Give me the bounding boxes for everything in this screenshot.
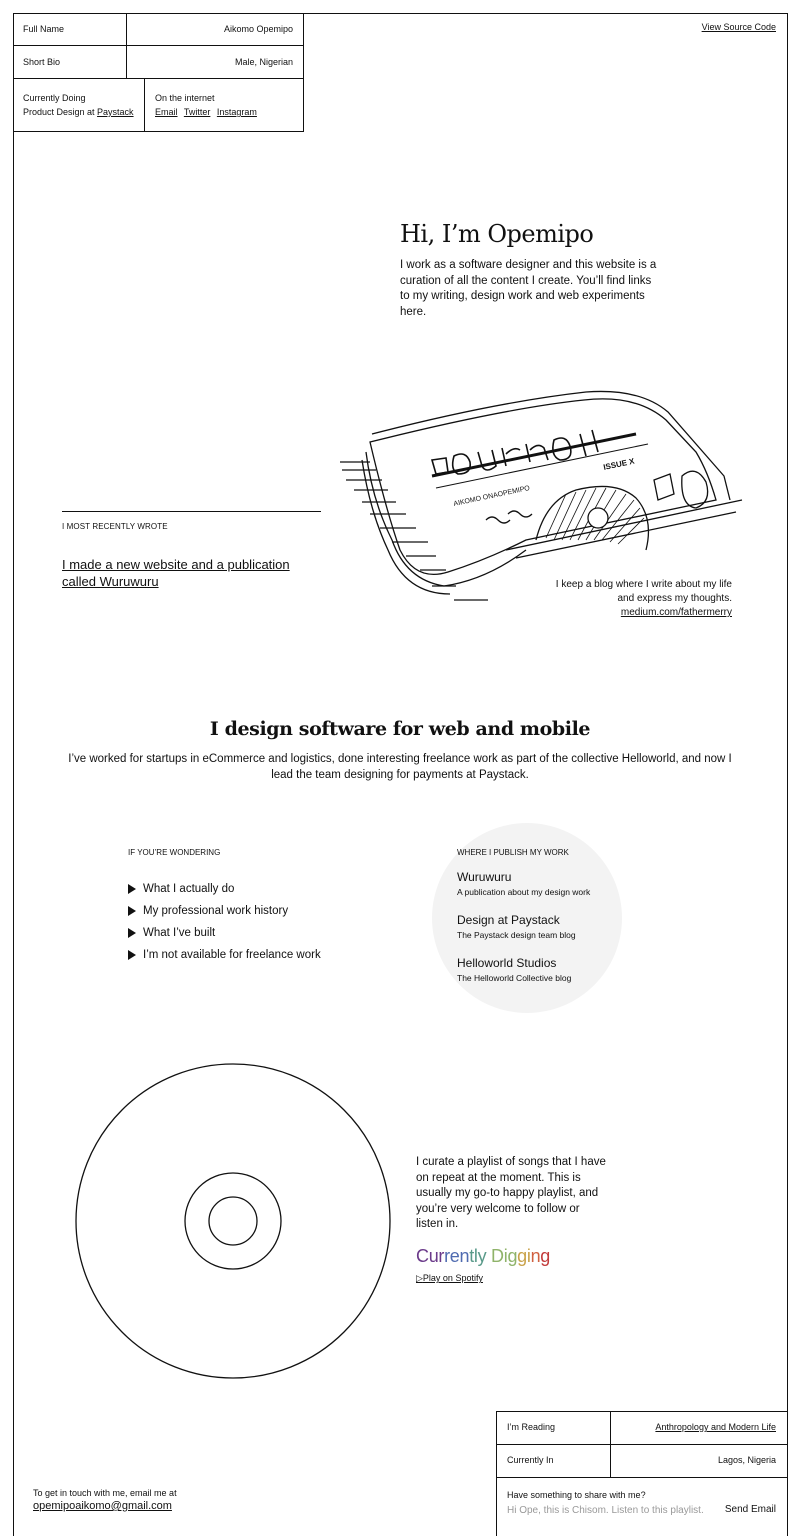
email-link[interactable]: Email bbox=[155, 107, 178, 117]
publish-item-helloworld[interactable] bbox=[457, 956, 571, 983]
publish-item-subtitle: The Helloworld Collective blog bbox=[457, 973, 572, 983]
cd-disc-icon bbox=[75, 1063, 393, 1381]
currently-doing-value bbox=[23, 105, 134, 119]
wondering-item-label: What I actually do bbox=[143, 883, 235, 895]
publish-label: WHERE I PUBLISH MY WORK bbox=[457, 848, 569, 857]
twitter-link[interactable]: Twitter bbox=[183, 107, 211, 117]
hero-title: Hi, I’m Opemipo bbox=[400, 220, 594, 248]
contact-label: To get in touch with me, email me at bbox=[33, 1488, 177, 1498]
publish-item-paystack[interactable] bbox=[457, 913, 576, 940]
status-table bbox=[496, 1411, 788, 1536]
view-source-link[interactable]: View Source Code bbox=[701, 22, 776, 32]
paystack-link[interactable]: Paystack bbox=[97, 107, 134, 117]
disclosure-triangle-icon bbox=[128, 884, 136, 894]
design-text: I’ve worked for startups in eCommerce and logistics, done interesting freelance work as part of the collective Helloworld, and now I lead the team designing for payments at Paystack. bbox=[68, 753, 732, 781]
blog-text: I keep a blog where I write about my life and express my thoughts. bbox=[555, 579, 732, 604]
currently-digging-title bbox=[416, 1246, 550, 1267]
currently-doing-label: Currently Doing bbox=[23, 93, 86, 103]
publish-item-subtitle: The Paystack design team blog bbox=[457, 930, 576, 940]
doing-prefix: Product Design at bbox=[23, 107, 98, 117]
wondering-label: IF YOU’RE WONDERING bbox=[128, 848, 221, 857]
currently-doing bbox=[23, 91, 134, 119]
hero-text: I work as a software designer and this website is a curation of all the content I create. You’ll find links to my writing, design work and web experiments here. bbox=[400, 259, 657, 318]
wondering-item-work-history[interactable] bbox=[128, 900, 321, 922]
on-the-internet bbox=[155, 91, 261, 119]
spotify-link-label: Play on Spotify bbox=[422, 1273, 483, 1283]
title-part: n bbox=[530, 1246, 541, 1266]
design-title: I design software for web and mobile bbox=[209, 718, 591, 740]
share-label: Have something to share with me? bbox=[507, 1490, 646, 1500]
divider bbox=[144, 79, 145, 131]
wondering-item-what-i-do[interactable] bbox=[128, 878, 321, 900]
illustration-author: AIKOMO ONAOPEMIPO bbox=[452, 484, 531, 508]
info-row-bio bbox=[13, 46, 303, 79]
disclosure-triangle-icon bbox=[128, 928, 136, 938]
internet-label: On the internet bbox=[155, 93, 215, 103]
share-message-input[interactable] bbox=[507, 1505, 707, 1516]
title-part: gi bbox=[517, 1246, 531, 1266]
title-part: Cur bbox=[416, 1246, 445, 1266]
publish-item-subtitle: A publication about my design work bbox=[457, 887, 591, 897]
title-part: tly bbox=[469, 1246, 492, 1266]
title-part: ren bbox=[444, 1246, 470, 1266]
disclosure-triangle-icon bbox=[128, 950, 136, 960]
divider bbox=[610, 1412, 611, 1444]
full-name-label: Full Name bbox=[23, 24, 65, 34]
playlist-text: I curate a playlist of songs that I have on repeat at the moment. This is usually my go-to happy playlist, and you’re very welcome to follow or listen in. bbox=[416, 1156, 606, 1230]
newspaper-illustration bbox=[336, 390, 756, 610]
publish-item-title: Design at Paystack bbox=[457, 913, 560, 927]
publish-item-title: Wuruwuru bbox=[457, 870, 512, 884]
send-email-button[interactable]: Send Email bbox=[724, 1504, 776, 1515]
status-row-location bbox=[497, 1445, 788, 1478]
divider bbox=[610, 1445, 611, 1477]
illustration-masthead: Journal bbox=[336, 390, 340, 391]
short-bio-label: Short Bio bbox=[23, 57, 61, 67]
reading-label: I’m Reading bbox=[507, 1422, 556, 1432]
share-form bbox=[497, 1478, 788, 1536]
wondering-list bbox=[128, 878, 321, 966]
status-row-reading bbox=[497, 1412, 788, 1445]
info-row-doing bbox=[13, 79, 303, 131]
divider bbox=[62, 511, 321, 512]
title-part: Dig bbox=[491, 1246, 518, 1266]
reading-link[interactable]: Anthropology and Modern Life bbox=[655, 1422, 776, 1432]
instagram-link[interactable]: Instagram bbox=[216, 107, 257, 117]
recent-post-link[interactable]: I made a new website and a publication called Wuruwuru bbox=[62, 557, 290, 589]
contact-email-link[interactable]: opemipoaikomo@gmail.com bbox=[33, 1500, 172, 1512]
illustration-issue: ISSUE X bbox=[602, 456, 636, 472]
wondering-item-label: What I’ve built bbox=[143, 927, 216, 939]
social-links bbox=[155, 105, 261, 119]
play-on-spotify-link[interactable] bbox=[416, 1273, 483, 1284]
wondering-item-label: My professional work history bbox=[143, 905, 289, 917]
wondering-item-built[interactable] bbox=[128, 922, 321, 944]
location-label: Currently In bbox=[507, 1455, 554, 1465]
title-part: g bbox=[540, 1246, 551, 1266]
divider bbox=[126, 46, 127, 78]
recent-label: I MOST RECENTLY WROTE bbox=[62, 522, 168, 531]
full-name-value: Aikomo Opemipo bbox=[223, 24, 293, 34]
wondering-item-freelance[interactable] bbox=[128, 944, 321, 966]
play-icon: ▷ bbox=[416, 1273, 423, 1283]
info-row-name bbox=[13, 13, 303, 46]
blog-link[interactable]: medium.com/fathermerry bbox=[620, 607, 732, 618]
publish-item-title: Helloworld Studios bbox=[457, 956, 557, 970]
publish-item-wuruwuru[interactable] bbox=[457, 870, 590, 897]
short-bio-value: Male, Nigerian bbox=[234, 57, 293, 67]
divider bbox=[126, 13, 127, 45]
profile-info-table bbox=[13, 13, 304, 132]
location-value: Lagos, Nigeria bbox=[717, 1455, 776, 1465]
disclosure-triangle-icon bbox=[128, 906, 136, 916]
wondering-item-label: I’m not available for freelance work bbox=[143, 949, 321, 961]
